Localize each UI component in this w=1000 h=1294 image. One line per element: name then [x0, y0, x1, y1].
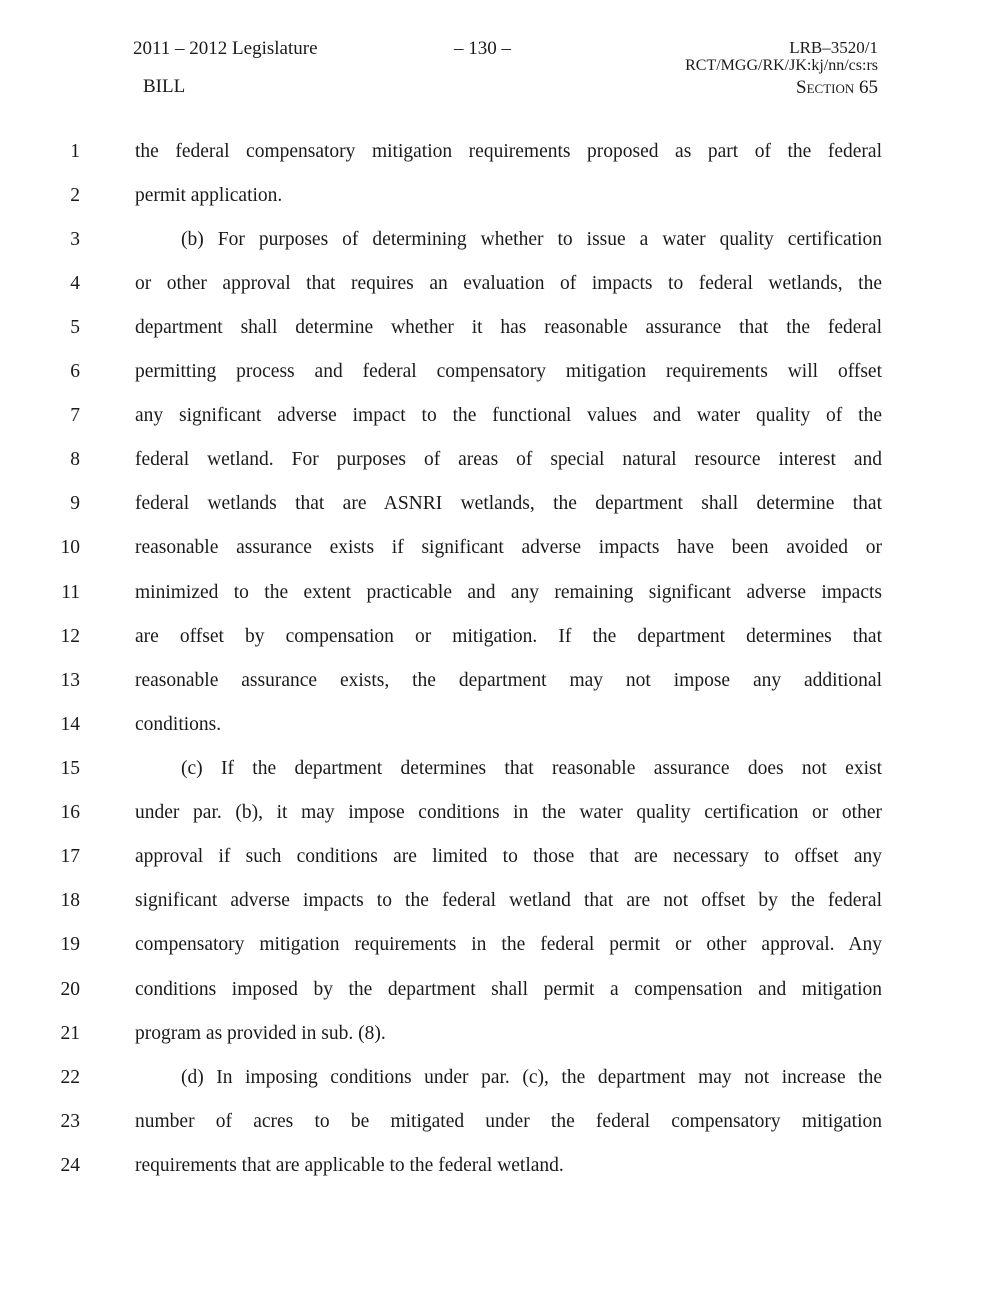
drafter-codes: RCT/MGG/RK/JK:kj/nn/cs:rs	[685, 57, 878, 74]
line-text: or other approval that requires an evaluation of impacts to federal wetlands, the	[135, 273, 882, 294]
text-line	[0, 181, 1000, 211]
line-number: 24	[60, 1155, 80, 1176]
line-number: 23	[60, 1111, 80, 1132]
line-number: 8	[70, 449, 80, 470]
line-text: (d) In imposing conditions under par. (c), the department may not increase the	[181, 1067, 882, 1088]
line-number: 7	[70, 405, 80, 426]
document-type: BILL	[143, 76, 186, 97]
text-line	[0, 1019, 1000, 1049]
line-text: are offset by compensation or mitigation. If the department determines that	[135, 626, 882, 647]
line-text: any significant adverse impact to the functional values and water quality of the	[135, 405, 882, 426]
text-line	[0, 401, 1000, 431]
line-text: requirements that are applicable to the federal wetland.	[135, 1155, 564, 1176]
line-text: department shall determine whether it has reasonable assurance that the federal	[135, 317, 882, 338]
line-number: 16	[60, 802, 80, 823]
legislature-label: 2011 – 2012 Legislature	[133, 38, 318, 59]
line-text: (b) For purposes of determining whether to issue a water quality certification	[181, 229, 882, 250]
line-number: 1	[70, 141, 80, 162]
line-text: reasonable assurance exists, the department may not impose any additional	[135, 670, 882, 691]
text-line	[0, 975, 1000, 1005]
text-line	[0, 1063, 1000, 1093]
text-line	[0, 533, 1000, 563]
line-text: (c) If the department determines that reasonable assurance does not exist	[181, 758, 882, 779]
line-number: 19	[60, 934, 80, 955]
line-text: conditions.	[135, 714, 222, 735]
line-number: 11	[61, 582, 80, 603]
line-number: 6	[70, 361, 80, 382]
text-line	[0, 754, 1000, 784]
text-line	[0, 445, 1000, 475]
text-line	[0, 710, 1000, 740]
line-number: 10	[60, 537, 80, 558]
line-text: reasonable assurance exists if significant adverse impacts have been avoided or	[135, 537, 882, 558]
text-line	[0, 930, 1000, 960]
text-line	[0, 886, 1000, 916]
text-line	[0, 357, 1000, 387]
text-line	[0, 137, 1000, 167]
line-number: 12	[60, 626, 80, 647]
text-line	[0, 1151, 1000, 1181]
line-number: 17	[60, 846, 80, 867]
line-text: program as provided in sub. (8).	[135, 1023, 386, 1044]
text-line	[0, 1107, 1000, 1137]
line-text: minimized to the extent practicable and any remaining significant adverse impacts	[135, 582, 882, 603]
line-text: federal wetland. For purposes of areas of special natural resource interest and	[135, 449, 882, 470]
line-text: conditions imposed by the department shall permit a compensation and mitigation	[135, 979, 882, 1000]
text-line	[0, 313, 1000, 343]
line-number: 21	[60, 1023, 80, 1044]
text-line	[0, 578, 1000, 608]
line-text: under par. (b), it may impose conditions in the water quality certification or other	[135, 802, 882, 823]
line-number: 20	[60, 979, 80, 1000]
line-text: permitting process and federal compensatory mitigation requirements will offset	[135, 361, 882, 382]
section-label: Section 65	[796, 77, 878, 98]
line-text: permit application.	[135, 185, 283, 206]
text-line	[0, 489, 1000, 519]
line-number: 14	[60, 714, 80, 735]
line-text: compensatory mitigation requirements in the federal permit or other approval. Any	[135, 934, 882, 955]
line-number: 3	[70, 229, 80, 250]
line-text: federal wetlands that are ASNRI wetlands, the department shall determine that	[135, 493, 882, 514]
line-number: 13	[60, 670, 80, 691]
line-number: 9	[70, 493, 80, 514]
text-line	[0, 225, 1000, 255]
line-number: 2	[70, 185, 80, 206]
line-number: 15	[60, 758, 80, 779]
line-number: 5	[70, 317, 80, 338]
line-number: 22	[60, 1067, 80, 1088]
text-line	[0, 798, 1000, 828]
text-line	[0, 622, 1000, 652]
lrb-number: LRB–3520/1	[789, 38, 878, 57]
line-number: 18	[60, 890, 80, 911]
line-number: 4	[70, 273, 80, 294]
text-line	[0, 842, 1000, 872]
line-text: significant adverse impacts to the federal wetland that are not offset by the federal	[135, 890, 882, 911]
line-text: number of acres to be mitigated under the federal compensatory mitigation	[135, 1111, 882, 1132]
page-number: – 130 –	[454, 38, 511, 59]
line-text: the federal compensatory mitigation requirements proposed as part of the federal	[135, 141, 882, 162]
text-line	[0, 269, 1000, 299]
line-text: approval if such conditions are limited to those that are necessary to offset any	[135, 846, 882, 867]
text-line	[0, 666, 1000, 696]
